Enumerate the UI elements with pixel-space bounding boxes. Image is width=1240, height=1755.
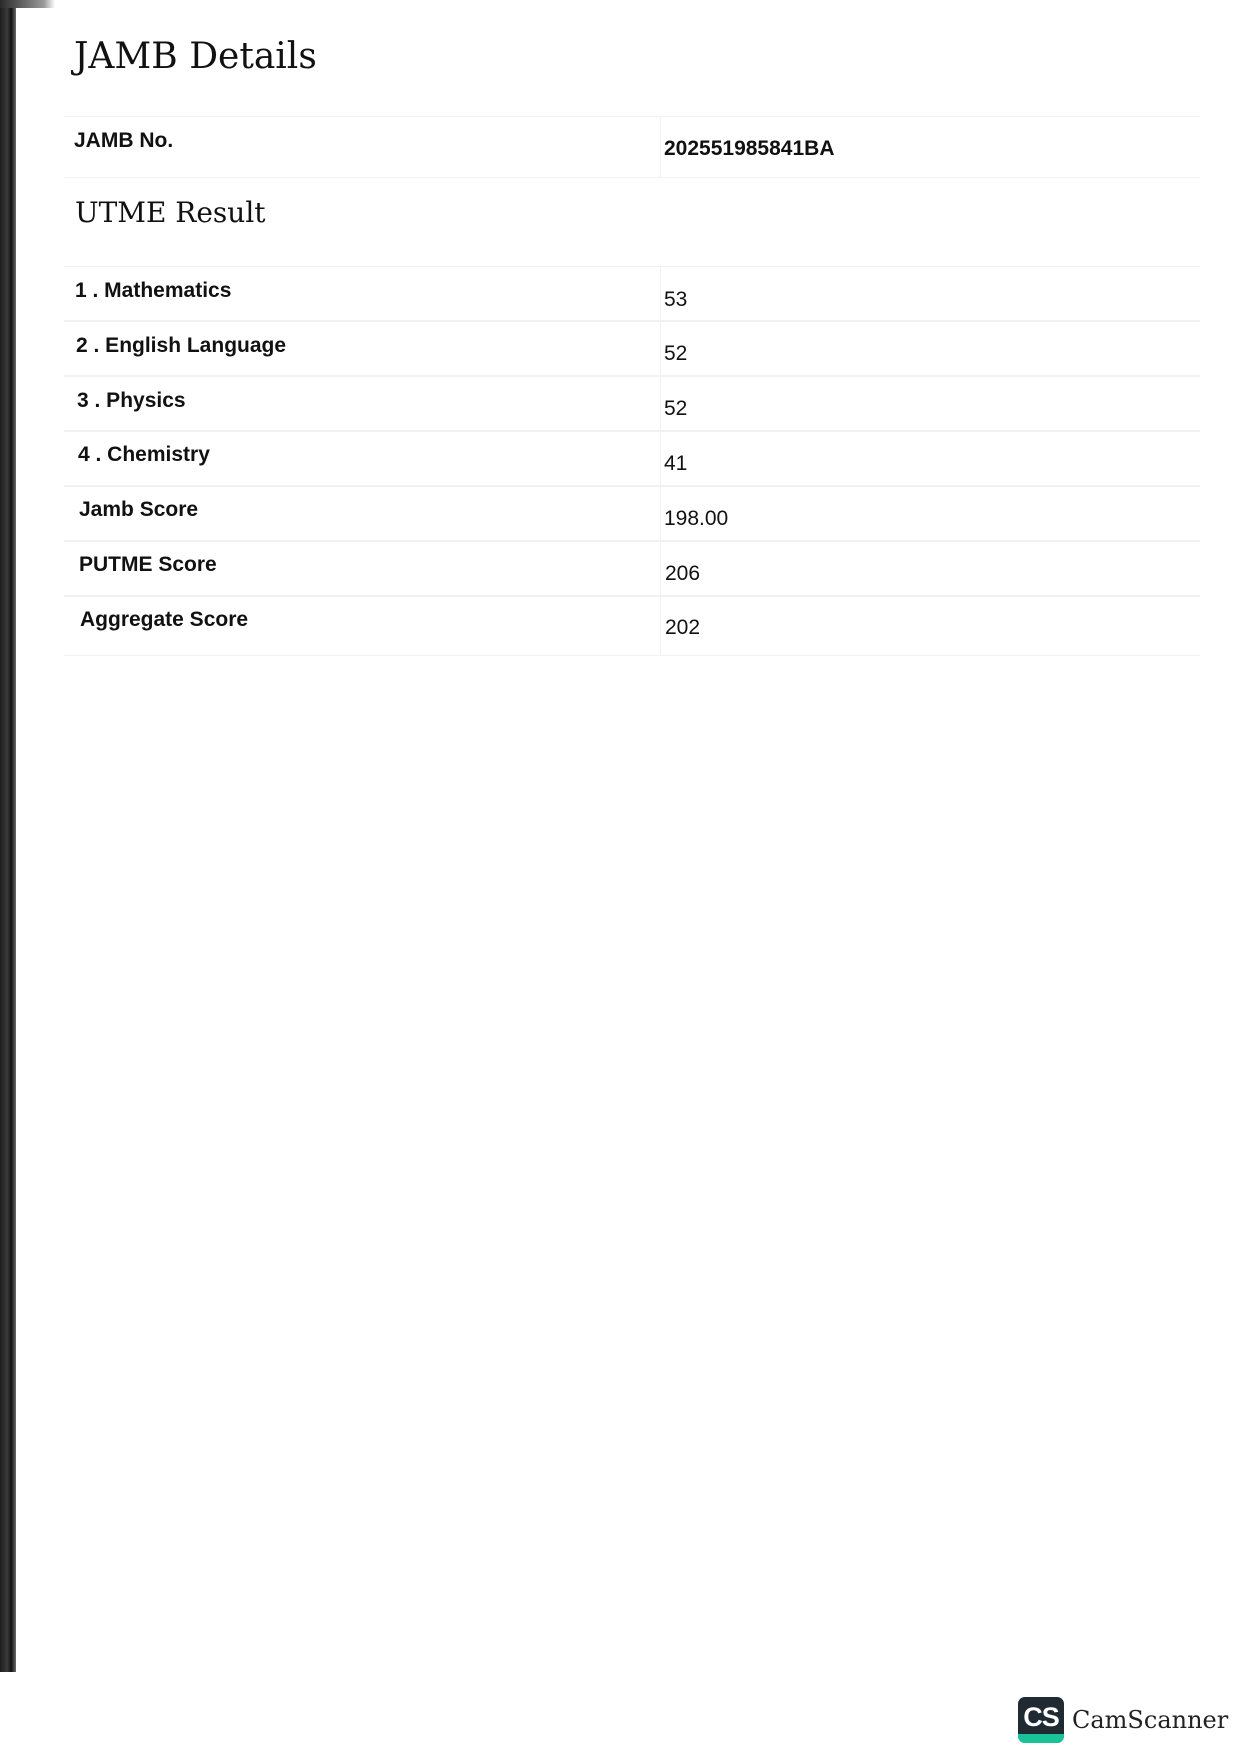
scan-corner-shadow xyxy=(0,0,55,8)
utme-result-heading: UTME Result xyxy=(75,196,266,229)
jamb-number-value: 202551985841BA xyxy=(664,137,835,160)
subject-row-chemistry xyxy=(64,430,1200,487)
jamb-score-label: Jamb Score xyxy=(79,498,199,521)
jamb-number-label: JAMB No. xyxy=(74,129,174,152)
jamb-number-row xyxy=(64,116,1200,178)
row-divider xyxy=(660,596,661,655)
putme-score-value: 206 xyxy=(665,562,701,585)
row-divider xyxy=(660,117,661,177)
page-title: JAMB Details xyxy=(74,36,317,77)
aggregate-score-value: 202 xyxy=(665,616,701,639)
putme-score-label: PUTME Score xyxy=(79,553,217,576)
jamb-score-value: 198.00 xyxy=(664,507,729,530)
row-divider xyxy=(660,267,661,321)
subject-score: 52 xyxy=(664,342,688,365)
camscanner-name: CamScanner xyxy=(1072,1706,1229,1734)
aggregate-score-label: Aggregate Score xyxy=(80,608,249,631)
subject-label: 2 . English Language xyxy=(76,334,287,357)
row-divider xyxy=(660,376,661,431)
camscanner-logo-text: CS xyxy=(1023,1701,1059,1732)
subject-score: 41 xyxy=(664,452,688,475)
row-divider xyxy=(660,486,661,541)
subject-score: 52 xyxy=(664,397,688,420)
camscanner-logo-icon xyxy=(1018,1697,1064,1743)
camscanner-watermark xyxy=(1018,1697,1228,1743)
scan-edge-shadow xyxy=(0,0,16,1672)
subject-label: 4 . Chemistry xyxy=(78,443,210,466)
jamb-score-row xyxy=(64,485,1200,542)
putme-score-row xyxy=(64,540,1200,597)
subject-row-english-language xyxy=(64,320,1200,377)
subject-row-physics xyxy=(64,375,1200,432)
row-divider xyxy=(660,541,661,596)
row-divider xyxy=(660,431,661,486)
subject-row-mathematics xyxy=(64,266,1200,322)
aggregate-score-row xyxy=(64,595,1200,656)
row-divider xyxy=(660,321,661,376)
camscanner-logo-band xyxy=(1018,1734,1064,1743)
subject-label: 1 . Mathematics xyxy=(75,279,232,302)
subject-label: 3 . Physics xyxy=(77,389,186,412)
subject-score: 53 xyxy=(664,288,688,311)
